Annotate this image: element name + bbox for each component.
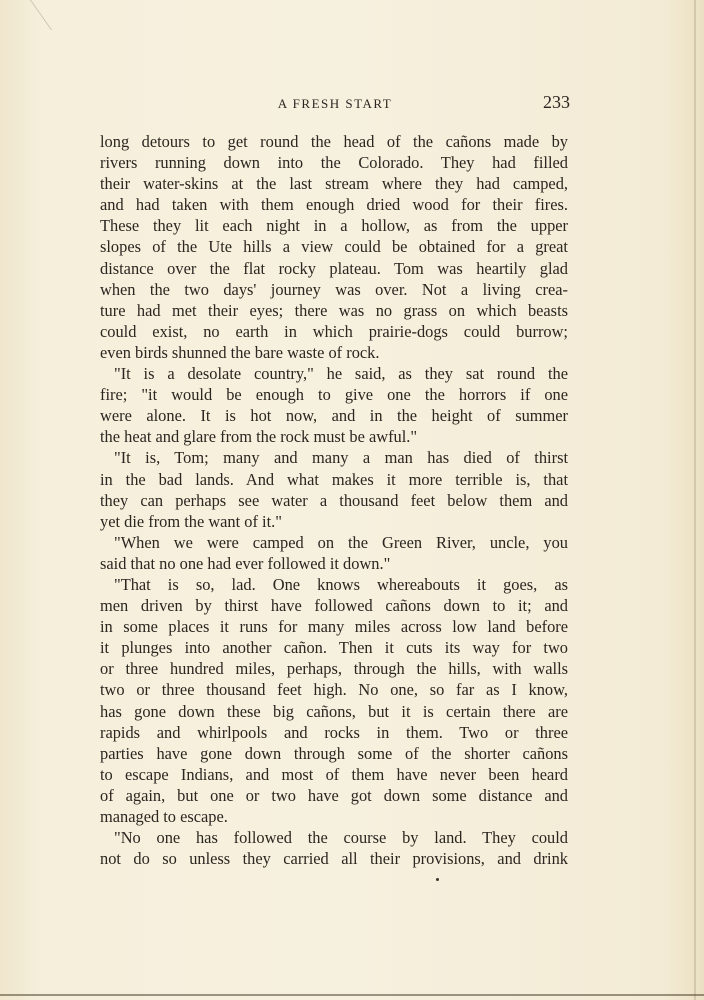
page-bottom-edge — [0, 994, 704, 996]
body-text — [100, 131, 568, 869]
text-line: "It is a desolate country," he said, as they sat round the — [114, 364, 568, 384]
page-right-edge — [694, 0, 696, 1000]
text-line: managed to escape. — [100, 807, 228, 826]
text-line: of again, but one or two have got down some distance and — [100, 785, 568, 805]
page-header — [100, 92, 570, 116]
text-line: not do so unless they carried all their provisions, and drink — [100, 849, 568, 869]
printer-mark — [436, 878, 439, 881]
text-line: even birds shunned the bare waste of rock. — [100, 342, 380, 362]
text-line: men driven by thirst have followed cañons down to it; and — [100, 596, 568, 616]
text-line: to escape Indians, and most of them have never been heard — [100, 764, 568, 784]
paper-fold-mark — [30, 0, 92, 30]
text-line: in some places it runs for many miles across low land before — [100, 617, 568, 637]
text-line: distance over the flat rocky plateau. Tom was heartily glad — [100, 258, 568, 278]
text-line: parties have gone down through some of the shorter cañons — [100, 743, 568, 763]
text-line: has gone down these big cañons, but it is certain there are — [100, 701, 568, 721]
text-line: their water-skins at the last stream where they had camped, — [100, 174, 568, 194]
text-line: These they lit each night in a hollow, as from the upper — [100, 216, 568, 236]
text-line: "It is, Tom; many and many a man has died of thirst — [114, 448, 568, 468]
text-line: fire; "it would be enough to give one the horrors if one — [100, 385, 568, 405]
text-line: said that no one had ever followed it down." — [100, 553, 391, 573]
text-line: rapids and whirlpools and rocks in them. Two or three — [100, 722, 568, 742]
text-line: two or three thousand feet high. No one, so far as I know, — [100, 680, 568, 700]
text-line: were alone. It is hot now, and in the height of summer — [100, 406, 568, 426]
running-head: A FRESH START — [277, 96, 393, 111]
text-line: and had taken with them enough dried wood for their fires. — [100, 195, 568, 215]
text-line: "No one has followed the course by land. They could — [114, 828, 568, 848]
text-line: "That is so, lad. One knows whereabouts it goes, as — [114, 574, 568, 594]
text-line: they can perhaps see water a thousand feet below them and — [100, 490, 568, 510]
text-line: rivers running down into the Colorado. They had filled — [100, 153, 568, 173]
text-line: yet die from the want of it." — [100, 511, 282, 531]
page-number: 233 — [543, 92, 570, 112]
text-line: ture had met their eyes; there was no grass on which beasts — [100, 300, 568, 320]
text-line: when the two days' journey was over. Not a living crea- — [100, 279, 568, 299]
text-line: slopes of the Ute hills a view could be obtained for a great — [100, 237, 568, 257]
text-line: the heat and glare from the rock must be awful." — [100, 427, 418, 447]
text-line: or three hundred miles, perhaps, through the hills, with walls — [100, 659, 568, 679]
text-line: it plunges into another cañon. Then it cuts its way for two — [100, 638, 568, 658]
text-line: in the bad lands. And what makes it more terrible is, that — [100, 469, 568, 489]
text-line: long detours to get round the head of the cañons made by — [100, 132, 568, 151]
text-line: could exist, no earth in which prairie-dogs could burrow; — [100, 321, 568, 341]
text-line: "When we were camped on the Green River, uncle, you — [114, 532, 568, 552]
